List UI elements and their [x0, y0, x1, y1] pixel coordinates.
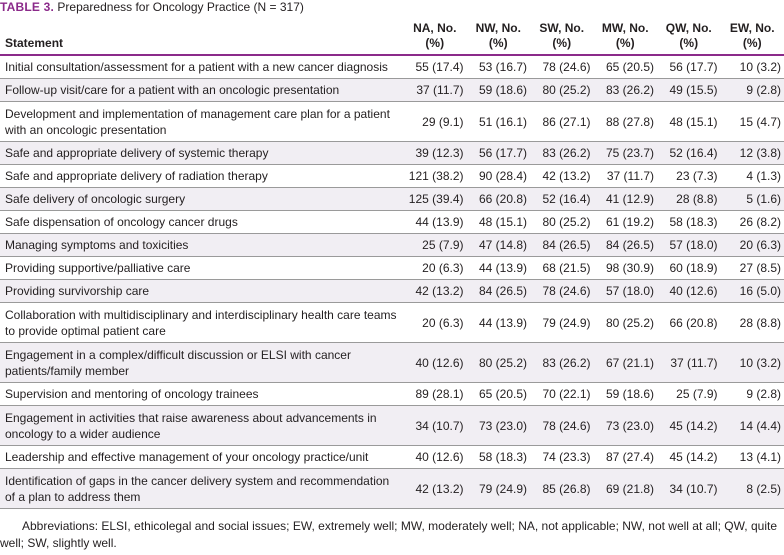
statement-cell: Collaboration with multidisciplinary and interdisciplinary health care teams to provide optimal patient care	[0, 303, 403, 343]
nw-cell: 58 (18.3)	[467, 446, 531, 469]
na-cell: 20 (6.3)	[403, 303, 467, 343]
ew-cell: 10 (3.2)	[721, 55, 784, 79]
ew-cell: 4 (1.3)	[721, 165, 784, 188]
sw-cell: 78 (24.6)	[530, 55, 594, 79]
na-cell: 40 (12.6)	[403, 446, 467, 469]
ew-cell: 27 (8.5)	[721, 257, 784, 280]
table-row	[0, 406, 784, 446]
statement-cell: Initial consultation/assessment for a patient with a new cancer diagnosis	[0, 55, 403, 79]
statement-cell: Engagement in activities that raise awareness about advancements in oncology to a wider audience	[0, 406, 403, 446]
sw-cell: 79 (24.9)	[530, 303, 594, 343]
table-row	[0, 234, 784, 257]
column-header-ew: EW, No. (%)	[721, 14, 784, 55]
table-row	[0, 188, 784, 211]
ew-cell: 9 (2.8)	[721, 383, 784, 406]
statement-cell: Identification of gaps in the cancer delivery system and recommendation of a plan to address them	[0, 469, 403, 509]
sw-cell: 42 (13.2)	[530, 165, 594, 188]
sw-cell: 70 (22.1)	[530, 383, 594, 406]
table-row	[0, 102, 784, 142]
qw-cell: 60 (18.9)	[657, 257, 721, 280]
ew-cell: 10 (3.2)	[721, 343, 784, 383]
statement-cell: Supervision and mentoring of oncology trainees	[0, 383, 403, 406]
sw-cell: 74 (23.3)	[530, 446, 594, 469]
na-cell: 121 (38.2)	[403, 165, 467, 188]
mw-cell: 73 (23.0)	[594, 406, 658, 446]
qw-cell: 37 (11.7)	[657, 343, 721, 383]
statement-cell: Engagement in a complex/difficult discussion or ELSI with cancer patients/family member	[0, 343, 403, 383]
nw-cell: 73 (23.0)	[467, 406, 531, 446]
statement-cell: Leadership and effective management of your oncology practice/unit	[0, 446, 403, 469]
table-row	[0, 280, 784, 303]
nw-cell: 65 (20.5)	[467, 383, 531, 406]
mw-cell: 69 (21.8)	[594, 469, 658, 509]
na-cell: 29 (9.1)	[403, 102, 467, 142]
qw-cell: 56 (17.7)	[657, 55, 721, 79]
mw-cell: 87 (27.4)	[594, 446, 658, 469]
ew-cell: 12 (3.8)	[721, 142, 784, 165]
sw-cell: 85 (26.8)	[530, 469, 594, 509]
table-row	[0, 211, 784, 234]
nw-cell: 66 (20.8)	[467, 188, 531, 211]
mw-cell: 84 (26.5)	[594, 234, 658, 257]
ew-cell: 15 (4.7)	[721, 102, 784, 142]
table-row	[0, 257, 784, 280]
statement-cell: Managing symptoms and toxicities	[0, 234, 403, 257]
mw-cell: 57 (18.0)	[594, 280, 658, 303]
na-cell: 42 (13.2)	[403, 469, 467, 509]
table-row	[0, 383, 784, 406]
qw-cell: 23 (7.3)	[657, 165, 721, 188]
ew-cell: 28 (8.8)	[721, 303, 784, 343]
table-number: TABLE 3.	[0, 0, 55, 14]
qw-cell: 57 (18.0)	[657, 234, 721, 257]
ew-cell: 20 (6.3)	[721, 234, 784, 257]
table-row	[0, 79, 784, 102]
qw-cell: 66 (20.8)	[657, 303, 721, 343]
sw-cell: 78 (24.6)	[530, 280, 594, 303]
statement-cell: Safe and appropriate delivery of radiation therapy	[0, 165, 403, 188]
mw-cell: 65 (20.5)	[594, 55, 658, 79]
qw-cell: 40 (12.6)	[657, 280, 721, 303]
nw-cell: 44 (13.9)	[467, 257, 531, 280]
column-header-na: NA, No. (%)	[403, 14, 467, 55]
na-cell: 89 (28.1)	[403, 383, 467, 406]
statement-cell: Safe dispensation of oncology cancer drugs	[0, 211, 403, 234]
table-row	[0, 165, 784, 188]
sw-cell: 83 (26.2)	[530, 142, 594, 165]
na-cell: 39 (12.3)	[403, 142, 467, 165]
ew-cell: 16 (5.0)	[721, 280, 784, 303]
ew-cell: 5 (1.6)	[721, 188, 784, 211]
statement-cell: Providing supportive/palliative care	[0, 257, 403, 280]
na-cell: 25 (7.9)	[403, 234, 467, 257]
mw-cell: 41 (12.9)	[594, 188, 658, 211]
mw-cell: 37 (11.7)	[594, 165, 658, 188]
na-cell: 125 (39.4)	[403, 188, 467, 211]
sw-cell: 68 (21.5)	[530, 257, 594, 280]
ew-cell: 26 (8.2)	[721, 211, 784, 234]
sw-cell: 80 (25.2)	[530, 79, 594, 102]
column-header-statement: Statement	[0, 14, 403, 55]
sw-cell: 78 (24.6)	[530, 406, 594, 446]
mw-cell: 80 (25.2)	[594, 303, 658, 343]
statement-cell: Providing survivorship care	[0, 280, 403, 303]
table-row	[0, 343, 784, 383]
nw-cell: 59 (18.6)	[467, 79, 531, 102]
column-header-sw: SW, No. (%)	[530, 14, 594, 55]
table-row	[0, 142, 784, 165]
mw-cell: 83 (26.2)	[594, 79, 658, 102]
table-footnote: Abbreviations: ELSI, ethicolegal and social issues; EW, extremely well; MW, moderately well; NA, not applicable; NW, not well at all; QW, quite well; SW, slightly well.	[0, 519, 777, 550]
table-row	[0, 469, 784, 509]
qw-cell: 58 (18.3)	[657, 211, 721, 234]
nw-cell: 56 (17.7)	[467, 142, 531, 165]
sw-cell: 80 (25.2)	[530, 211, 594, 234]
nw-cell: 79 (24.9)	[467, 469, 531, 509]
sw-cell: 86 (27.1)	[530, 102, 594, 142]
na-cell: 44 (13.9)	[403, 211, 467, 234]
na-cell: 20 (6.3)	[403, 257, 467, 280]
ew-cell: 13 (4.1)	[721, 446, 784, 469]
statement-cell: Development and implementation of management care plan for a patient with an oncologic presentation	[0, 102, 403, 142]
qw-cell: 48 (15.1)	[657, 102, 721, 142]
qw-cell: 25 (7.9)	[657, 383, 721, 406]
column-header-nw: NW, No. (%)	[467, 14, 531, 55]
ew-cell: 14 (4.4)	[721, 406, 784, 446]
qw-cell: 34 (10.7)	[657, 469, 721, 509]
mw-cell: 75 (23.7)	[594, 142, 658, 165]
nw-cell: 47 (14.8)	[467, 234, 531, 257]
table-row	[0, 446, 784, 469]
qw-cell: 49 (15.5)	[657, 79, 721, 102]
preparedness-table	[0, 14, 784, 509]
mw-cell: 59 (18.6)	[594, 383, 658, 406]
qw-cell: 52 (16.4)	[657, 142, 721, 165]
nw-cell: 44 (13.9)	[467, 303, 531, 343]
statement-cell: Safe and appropriate delivery of systemic therapy	[0, 142, 403, 165]
mw-cell: 88 (27.8)	[594, 102, 658, 142]
na-cell: 37 (11.7)	[403, 79, 467, 102]
na-cell: 34 (10.7)	[403, 406, 467, 446]
column-header-mw: MW, No. (%)	[594, 14, 658, 55]
sw-cell: 52 (16.4)	[530, 188, 594, 211]
na-cell: 40 (12.6)	[403, 343, 467, 383]
sw-cell: 84 (26.5)	[530, 234, 594, 257]
na-cell: 55 (17.4)	[403, 55, 467, 79]
table-row	[0, 303, 784, 343]
statement-cell: Safe delivery of oncologic surgery	[0, 188, 403, 211]
statement-cell: Follow-up visit/care for a patient with an oncologic presentation	[0, 79, 403, 102]
column-header-qw: QW, No. (%)	[657, 14, 721, 55]
mw-cell: 98 (30.9)	[594, 257, 658, 280]
nw-cell: 80 (25.2)	[467, 343, 531, 383]
qw-cell: 45 (14.2)	[657, 406, 721, 446]
na-cell: 42 (13.2)	[403, 280, 467, 303]
nw-cell: 51 (16.1)	[467, 102, 531, 142]
qw-cell: 45 (14.2)	[657, 446, 721, 469]
nw-cell: 53 (16.7)	[467, 55, 531, 79]
ew-cell: 8 (2.5)	[721, 469, 784, 509]
mw-cell: 67 (21.1)	[594, 343, 658, 383]
header-row	[0, 14, 784, 55]
mw-cell: 61 (19.2)	[594, 211, 658, 234]
table-row	[0, 55, 784, 79]
table-title: Preparedness for Oncology Practice (N = 317)	[57, 0, 304, 14]
nw-cell: 84 (26.5)	[467, 280, 531, 303]
qw-cell: 28 (8.8)	[657, 188, 721, 211]
nw-cell: 48 (15.1)	[467, 211, 531, 234]
nw-cell: 90 (28.4)	[467, 165, 531, 188]
ew-cell: 9 (2.8)	[721, 79, 784, 102]
sw-cell: 83 (26.2)	[530, 343, 594, 383]
